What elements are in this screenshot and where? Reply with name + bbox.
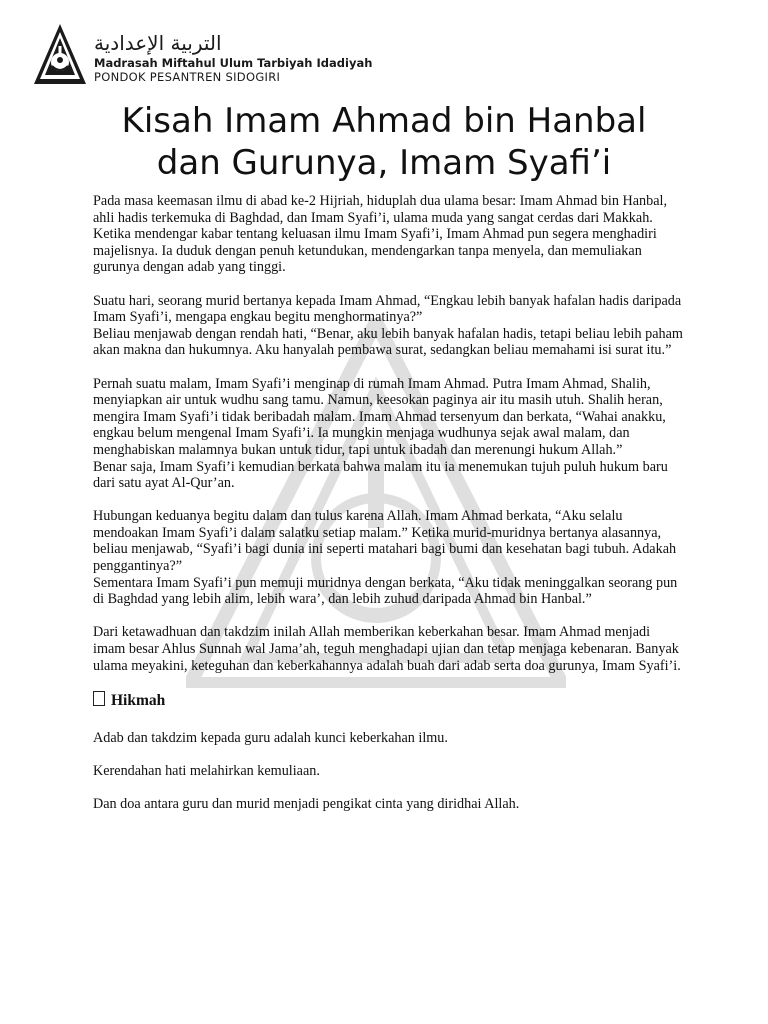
- institution-name: Madrasah Miftahul Ulum Tarbiyah Idadiyah: [94, 56, 373, 70]
- title-line-2: dan Gurunya, Imam Syafi’i: [156, 143, 612, 183]
- arabic-institution-name: التربية الإعدادية: [94, 31, 222, 55]
- document-title: [60, 100, 708, 184]
- hikmah-heading-text: Hikmah: [111, 691, 166, 709]
- institution-subname: PONDOK PESANTREN SIDOGIRI: [94, 70, 281, 84]
- document-body: [93, 193, 683, 829]
- hikmah-heading: [93, 691, 683, 710]
- letterhead: [32, 22, 373, 90]
- paragraph-question: Suatu hari, seorang murid bertanya kepada Imam Ahmad, “Engkau lebih banyak hafalan hadis daripada Imam Syafi’i, mengapa engkau begitu menghormatinya?”: [93, 292, 682, 326]
- paragraph-night: Pernah suatu malam, Imam Syafi’i menginap di rumah Imam Ahmad. Putra Imam Ahmad, Shalih, menyiapkan air untuk wudhu sang tamu. Namun, keesokan paginya air itu masih utuh. Shalih heran, mengira Imam Syafi’i tidak beribadah malam. Imam Ahmad tersenyum dan berkata, “Wahai anakku, engkau belum mengenal Imam Syafi’i. Ia mungkin menjaga wudhunya sejak awal malam, dan menghabiskan malamnya bukan untuk tidur, tapi untuk ibadah dan merenungi hukum Allah.”: [93, 375, 666, 458]
- hikmah-line-1: Adab dan takdzim kepada guru adalah kunci keberkahan ilmu.: [93, 729, 448, 746]
- paragraph-seventy-laws: Benar saja, Imam Syafi’i kemudian berkata bahwa malam itu ia menemukan tujuh puluh hukum baru dari satu ayat Al-Qur’an.: [93, 458, 668, 492]
- paragraph-relationship: Hubungan keduanya begitu dalam dan tulus karena Allah. Imam Ahmad berkata, “Aku selalu mendoakan Imam Syafi’i dalam salatku setiap malam.” Ketika murid-muridnya bertanya alasannya, beliau menjawab, “Syafi’i bagi dunia ini seperti matahari bagi bumi dan kesehatan bagi tubuh. Adakah penggantinya?”: [93, 508, 677, 575]
- bullet-icon: [93, 691, 105, 706]
- title-line-1: Kisah Imam Ahmad bin Hanbal: [121, 101, 647, 141]
- madrasah-logo-icon: [32, 22, 88, 88]
- hikmah-line-2: Kerendahan hati melahirkan kemuliaan.: [93, 763, 320, 779]
- paragraph-answer: Beliau menjawab dengan rendah hati, “Benar, aku lebih banyak hafalan hadis, tetapi beliau lebih paham akan makna dan hukumnya. Aku hanyalah pembawa surat, sedangkan beliau memahami isi surat itu.”: [93, 325, 683, 359]
- paragraph-intro: Pada masa keemasan ilmu di abad ke-2 Hijriah, hiduplah dua ulama besar: Imam Ahmad bin Hanbal, ahli hadis terkemuka di Baghdad, dan Imam Syafi’i, ulama muda yang sangat cerdas dari Makkah. Ketika mendengar kabar tentang keluasan ilmu Imam Syafi’i, Imam Ahmad pun segera menghadiri majelisnya. Ia duduk dengan penuh ketundukan, mendengarkan tanpa menyela, dan memuliakan gurunya dengan adab yang tinggi.: [93, 193, 668, 276]
- hikmah-line-3: Dan doa antara guru dan murid menjadi pengikat cinta yang diridhai Allah.: [93, 796, 520, 813]
- paragraph-blessing: Dari ketawadhuan dan takdzim inilah Allah memberikan keberkahan besar. Imam Ahmad menjadi imam besar Ahlus Sunnah wal Jama’ah, teguh menghadapi ujian dan tetap menjaga kebenaran. Banyak ulama meyakini, keteguhan dan keberkahannya adalah buah dari adab serta doa gurunya, Imam Syafi’i.: [93, 624, 681, 674]
- paragraph-praise: Sementara Imam Syafi’i pun memuji muridnya dengan berkata, “Aku tidak meninggalkan seorang pun di Baghdad yang lebih alim, lebih wara’, dan lebih zuhud daripada Ahmad bin Hanbal.”: [93, 574, 678, 608]
